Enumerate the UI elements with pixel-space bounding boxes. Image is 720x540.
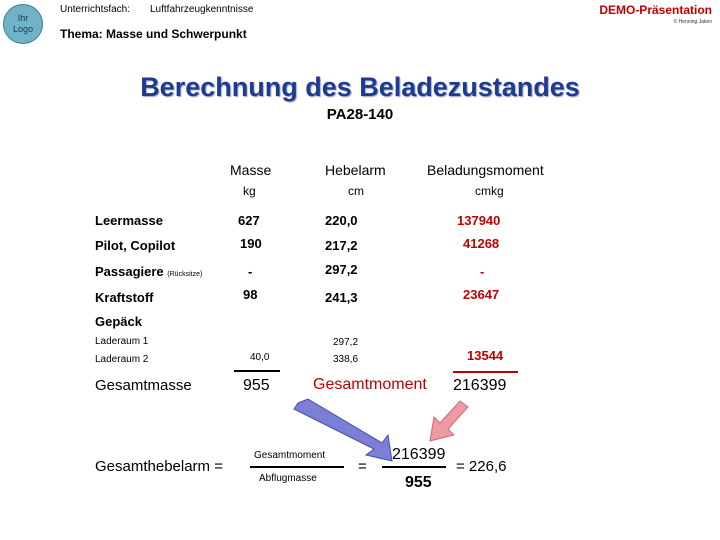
- theme: Thema: Masse und Schwerpunkt: [60, 27, 247, 41]
- baggage-room2-moment: 13544: [467, 348, 504, 363]
- page-title: Berechnung des Beladezustandes: [140, 72, 580, 102]
- row-mass: 190: [240, 236, 262, 251]
- col-moment: Beladungsmoment: [427, 162, 544, 178]
- row-moment: 137940: [457, 213, 501, 228]
- total-moment: 216399: [453, 377, 507, 394]
- row-mass: -: [248, 264, 253, 279]
- row-label: Pilot, Copilot: [95, 238, 176, 253]
- formula-result-line: [382, 466, 446, 468]
- pink-arrow-icon: [430, 401, 468, 441]
- formula-denominator: 955: [405, 474, 432, 491]
- logo-line1: Ihr: [17, 13, 29, 23]
- row-arm: 220,0: [325, 213, 358, 228]
- row-moment: 41268: [463, 236, 500, 251]
- demo-label: DEMO-Präsentation: [599, 3, 712, 17]
- formula-denominator-label: Abflugmasse: [259, 473, 317, 484]
- total-mass: 955: [243, 377, 270, 394]
- col-mass-unit: kg: [243, 184, 256, 198]
- row-arm: 217,2: [325, 238, 358, 253]
- col-mass: Masse: [230, 162, 272, 178]
- baggage-room2: Laderaum 2: [95, 354, 149, 365]
- baggage-room1-arm: 297,2: [333, 337, 359, 348]
- row-label: [95, 264, 202, 279]
- col-arm: Hebelarm: [325, 162, 386, 178]
- total-moment-label: Gesamtmoment: [313, 376, 427, 393]
- mass-sum-line: [234, 370, 280, 372]
- row-label: Leermasse: [95, 213, 163, 228]
- row-arm: 241,3: [325, 290, 358, 305]
- subject-value: Luftfahrzeugkenntnisse: [150, 4, 254, 15]
- baggage-label: Gepäck: [95, 314, 142, 329]
- row-label: Kraftstoff: [95, 290, 154, 305]
- logo-line2: Logo: [12, 24, 34, 34]
- formula-numerator-label: Gesamtmoment: [254, 450, 326, 461]
- row-mass: 627: [238, 213, 260, 228]
- formula-numerator: 216399: [392, 446, 446, 463]
- row-arm: 297,2: [325, 262, 358, 277]
- formula-result: = 226,6: [456, 458, 507, 475]
- logo: [3, 4, 43, 44]
- copyright: © Henning Jaken: [673, 19, 712, 25]
- row-label-text: Passagiere: [95, 264, 164, 279]
- formula-label: Gesamthebelarm =: [95, 458, 223, 475]
- baggage-room2-arm: 338,6: [333, 354, 359, 365]
- row-label-note: (Rücksitze): [167, 271, 203, 278]
- subject-label: Unterrichtsfach:: [60, 4, 131, 15]
- row-moment: 23647: [463, 287, 500, 302]
- total-mass-label: Gesamtmasse: [95, 377, 192, 394]
- row-mass: 98: [243, 287, 258, 302]
- baggage-room2-mass: 40,0: [250, 352, 270, 363]
- moment-sum-line: [453, 371, 518, 373]
- row-moment: -: [480, 264, 485, 279]
- col-arm-unit: cm: [348, 184, 364, 198]
- page-subtitle: PA28-140: [326, 106, 394, 123]
- formula-equals: =: [358, 458, 367, 475]
- col-moment-unit: cmkg: [475, 184, 504, 198]
- formula-fraction-line: [250, 466, 344, 468]
- baggage-room1: Laderaum 1: [95, 336, 149, 347]
- arrows-graphic: [280, 395, 480, 475]
